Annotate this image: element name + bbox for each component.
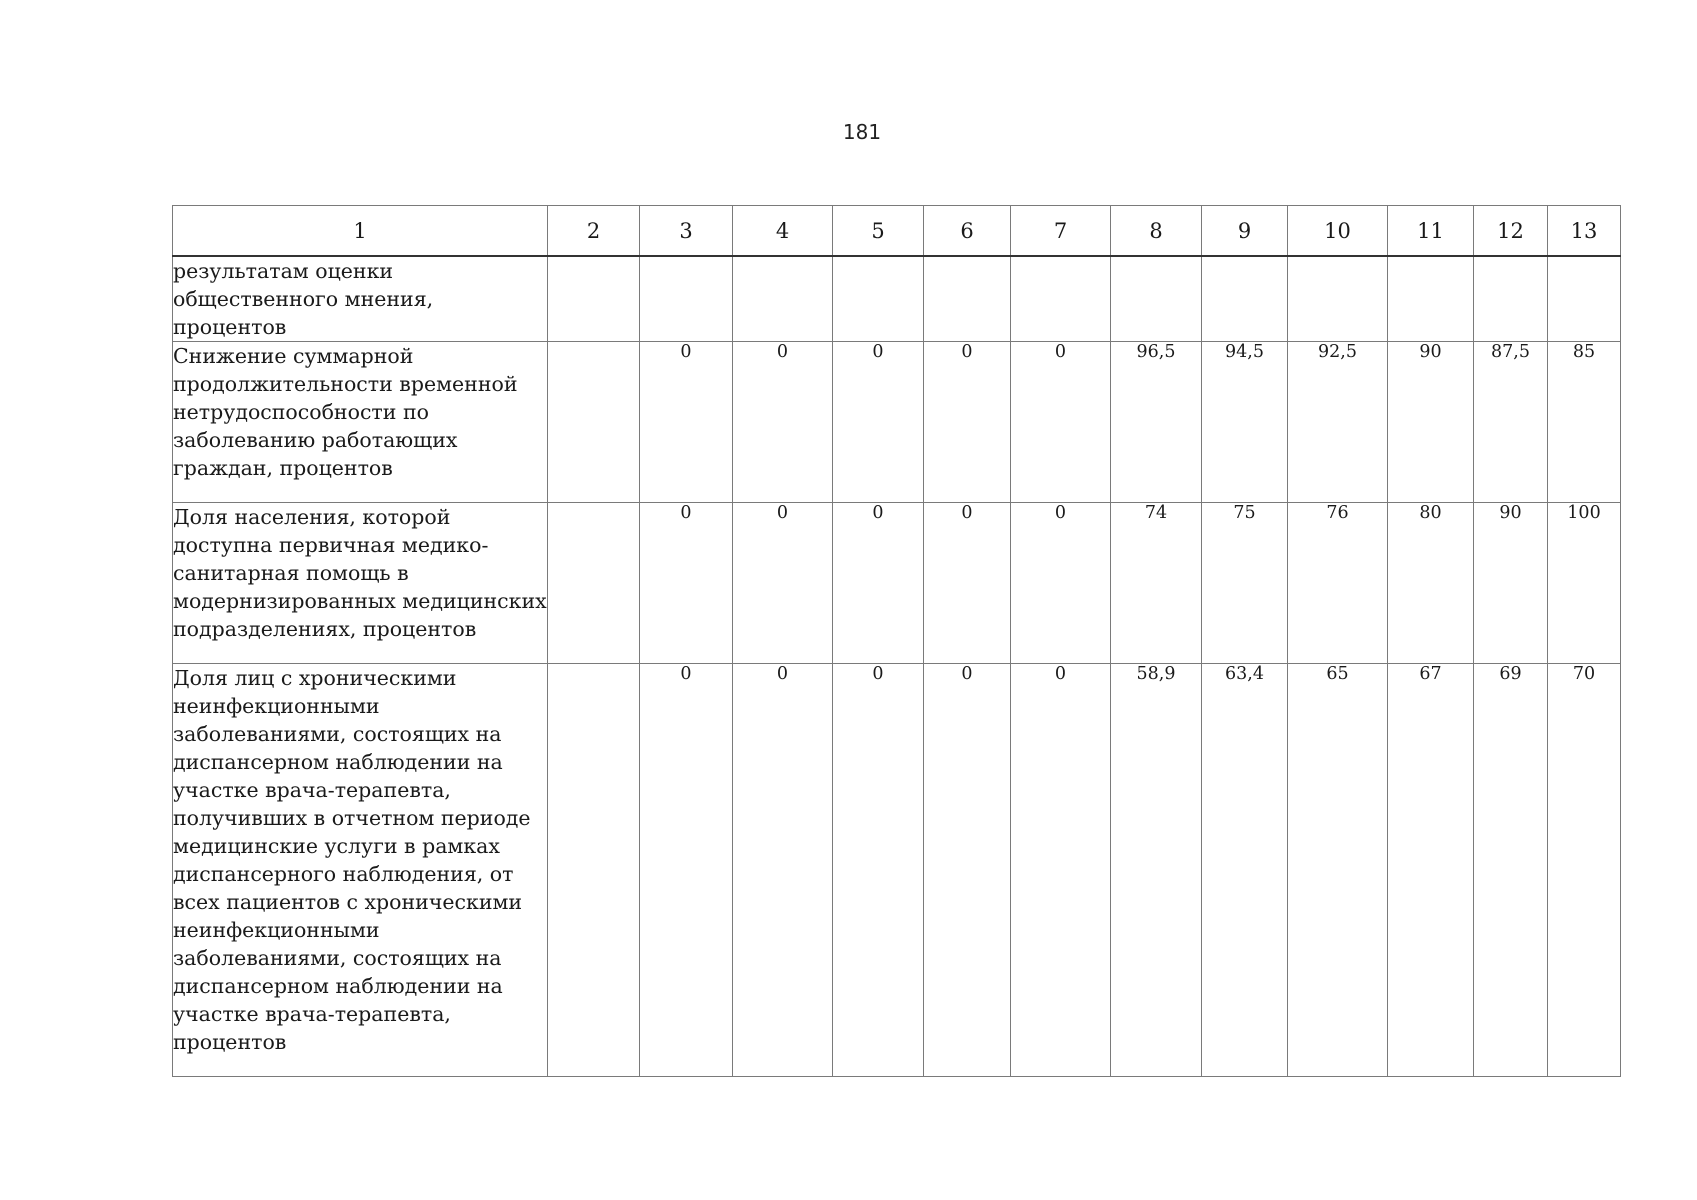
value-cell-col-9 <box>1202 256 1288 342</box>
value-cell-col-11 <box>1388 256 1474 342</box>
value-cell-col-8: 58,9 <box>1111 664 1202 1077</box>
column-header-13: 13 <box>1548 206 1621 257</box>
value-cell-col-7 <box>1011 256 1111 342</box>
value-cell-col-8: 96,5 <box>1111 342 1202 503</box>
value-cell-col-3 <box>640 256 733 342</box>
column-header-5: 5 <box>833 206 924 257</box>
value-cell-col-8 <box>1111 256 1202 342</box>
value-cell-col-9: 63,4 <box>1202 664 1288 1077</box>
value-cell-col-6 <box>924 256 1011 342</box>
column-header-6: 6 <box>924 206 1011 257</box>
indicator-label: Снижение суммарной продолжительности временной нетрудоспособности по заболеванию работающих граждан, процентов <box>173 342 548 503</box>
value-cell-col-4: 0 <box>733 503 833 664</box>
value-cell-col-10 <box>1288 256 1388 342</box>
value-cell-col-9: 94,5 <box>1202 342 1288 503</box>
column-header-1: 1 <box>173 206 548 257</box>
page-number: 181 <box>842 120 882 144</box>
value-cell-col-5 <box>833 256 924 342</box>
column-header-8: 8 <box>1111 206 1202 257</box>
value-cell-col-13: 85 <box>1548 342 1621 503</box>
value-cell-col-10: 76 <box>1288 503 1388 664</box>
value-cell-col-7: 0 <box>1011 503 1111 664</box>
value-cell-col-13: 100 <box>1548 503 1621 664</box>
column-header-3: 3 <box>640 206 733 257</box>
value-cell-col-2 <box>548 664 640 1077</box>
value-cell-col-5: 0 <box>833 342 924 503</box>
table-row <box>173 503 1621 664</box>
header-row <box>173 206 1621 257</box>
value-cell-col-5: 0 <box>833 664 924 1077</box>
value-cell-col-3: 0 <box>640 342 733 503</box>
column-header-11: 11 <box>1388 206 1474 257</box>
value-cell-col-12: 90 <box>1474 503 1548 664</box>
value-cell-col-4: 0 <box>733 664 833 1077</box>
column-header-4: 4 <box>733 206 833 257</box>
value-cell-col-12: 69 <box>1474 664 1548 1077</box>
table-row <box>173 664 1621 1077</box>
value-cell-col-12 <box>1474 256 1548 342</box>
value-cell-col-6: 0 <box>924 342 1011 503</box>
column-header-2: 2 <box>548 206 640 257</box>
value-cell-col-12: 87,5 <box>1474 342 1548 503</box>
value-cell-col-13: 70 <box>1548 664 1621 1077</box>
indicators-table <box>172 205 1621 1077</box>
value-cell-col-11: 67 <box>1388 664 1474 1077</box>
table-row <box>173 342 1621 503</box>
value-cell-col-3: 0 <box>640 503 733 664</box>
value-cell-col-7: 0 <box>1011 664 1111 1077</box>
column-header-7: 7 <box>1011 206 1111 257</box>
value-cell-col-10: 65 <box>1288 664 1388 1077</box>
value-cell-col-4 <box>733 256 833 342</box>
value-cell-col-11: 90 <box>1388 342 1474 503</box>
value-cell-col-3: 0 <box>640 664 733 1077</box>
value-cell-col-4: 0 <box>733 342 833 503</box>
value-cell-col-2 <box>548 342 640 503</box>
value-cell-col-11: 80 <box>1388 503 1474 664</box>
column-header-12: 12 <box>1474 206 1548 257</box>
value-cell-col-6: 0 <box>924 664 1011 1077</box>
indicator-label: Доля населения, которой доступна первичная медико-санитарная помощь в модернизированных медицинских подразделениях, процентов <box>173 503 548 664</box>
value-cell-col-9: 75 <box>1202 503 1288 664</box>
indicator-label: результатам оценки общественного мнения, процентов <box>173 256 548 342</box>
indicator-label: Доля лиц с хроническими неинфекционными заболеваниями, состоящих на диспансерном наблюдении на участке врача-терапевта, получивших в отчетном периоде медицинские услуги в рамках диспансерного наблюдения, от всех пациентов с хроническими неинфекционными заболеваниями, состоящих на диспансерном наблюдении на участке врача-терапевта, процентов <box>173 664 548 1077</box>
value-cell-col-2 <box>548 256 640 342</box>
value-cell-col-7: 0 <box>1011 342 1111 503</box>
column-header-10: 10 <box>1288 206 1388 257</box>
value-cell-col-13 <box>1548 256 1621 342</box>
value-cell-col-2 <box>548 503 640 664</box>
value-cell-col-6: 0 <box>924 503 1011 664</box>
table-body <box>173 256 1621 1077</box>
value-cell-col-8: 74 <box>1111 503 1202 664</box>
column-header-9: 9 <box>1202 206 1288 257</box>
table-row <box>173 256 1621 342</box>
value-cell-col-5: 0 <box>833 503 924 664</box>
value-cell-col-10: 92,5 <box>1288 342 1388 503</box>
